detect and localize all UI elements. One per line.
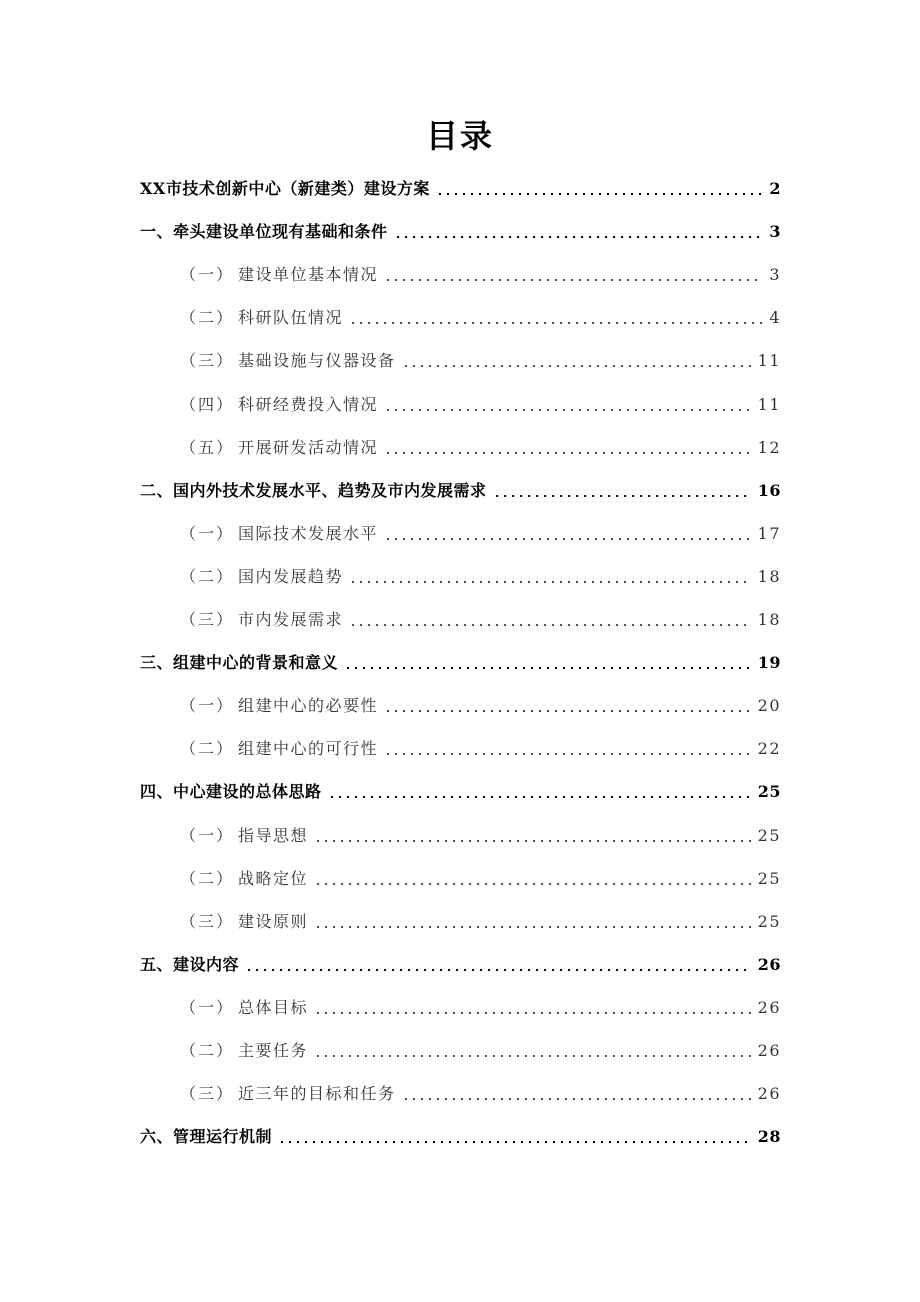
toc-entry-number: （二） [180, 1041, 235, 1060]
toc-dot-leader [314, 840, 752, 842]
toc-dot-leader [394, 236, 764, 238]
toc-entry-title: XX市技术创新中心（新建类）建设方案 [140, 179, 430, 198]
toc-dot-leader [349, 624, 752, 626]
toc-entry-section[interactable] [180, 860, 781, 890]
toc-entry-title: 指导思想 [238, 826, 309, 845]
toc-entry-number: （一） [180, 524, 235, 543]
toc-entry-section[interactable] [180, 386, 781, 416]
toc-page-number: 11 [757, 351, 781, 370]
toc-dot-leader [314, 1055, 752, 1057]
toc-entry-chapter[interactable] [140, 773, 781, 803]
toc-entry-title: 基础设施与仪器设备 [238, 351, 396, 370]
toc-entry-title: 四、中心建设的总体思路 [140, 782, 322, 801]
toc-entry-number: （二） [180, 308, 235, 327]
toc-entry-title: 国际技术发展水平 [238, 524, 379, 543]
toc-entry-number: （一） [180, 998, 235, 1017]
toc-entry-title: 科研经费投入情况 [238, 395, 379, 414]
toc-dot-leader [328, 796, 752, 798]
toc-entry-title: 建设原则 [238, 912, 309, 931]
toc-entry-section[interactable] [180, 601, 781, 631]
toc-dot-leader [493, 495, 752, 497]
toc-entry-number: （四） [180, 395, 235, 414]
toc-dot-leader [384, 279, 763, 281]
toc-entry-title: 主要任务 [238, 1041, 309, 1060]
toc-entry-section[interactable] [180, 1032, 781, 1062]
toc-entry-number: （一） [180, 826, 235, 845]
toc-dot-leader [436, 193, 764, 195]
toc-entry-title: 一、牵头建设单位现有基础和条件 [140, 222, 388, 241]
toc-entry-number: （三） [180, 912, 235, 931]
toc-entry-section[interactable] [180, 558, 781, 588]
toc-dot-leader [245, 969, 752, 971]
toc-entry-number: （一） [180, 265, 235, 284]
toc-page-number: 17 [757, 524, 781, 543]
toc-dot-leader [349, 322, 763, 324]
toc-entry-section[interactable] [180, 989, 781, 1019]
toc-entry-title: 三、组建中心的背景和意义 [140, 653, 339, 672]
toc-entry-title: 六、管理运行机制 [140, 1127, 273, 1146]
toc-entry-chapter[interactable] [140, 170, 781, 200]
toc-entry-title: 五、建设内容 [140, 955, 240, 974]
toc-entry-title: 科研队伍情况 [238, 308, 344, 327]
toc-page-number: 18 [757, 567, 781, 586]
toc-page-number: 11 [757, 395, 781, 414]
toc-entry-section[interactable] [180, 515, 781, 545]
toc-page-number: 25 [757, 869, 781, 888]
toc-page-number: 26 [757, 1041, 781, 1060]
toc-entry-number: （三） [180, 610, 235, 629]
toc-entry-section[interactable] [180, 903, 781, 933]
toc-dot-leader [349, 581, 752, 583]
page-title: 目录 [425, 117, 494, 155]
toc-entry-section[interactable] [180, 817, 781, 847]
toc-entry-chapter[interactable] [140, 213, 781, 243]
toc-page-number: 26 [757, 955, 781, 974]
toc-dot-leader [314, 1012, 752, 1014]
toc-page-number: 26 [757, 998, 781, 1017]
toc-dot-leader [384, 753, 752, 755]
toc-dot-leader [278, 1141, 752, 1143]
toc-dot-leader [344, 667, 752, 669]
toc-page-number: 12 [757, 438, 781, 457]
toc-page-number: 3 [769, 265, 781, 284]
toc-page-number: 18 [757, 610, 781, 629]
toc-page-number: 19 [757, 653, 781, 672]
toc-entry-chapter[interactable] [140, 472, 781, 502]
toc-page-number: 16 [757, 481, 781, 500]
toc-entry-title: 市内发展需求 [238, 610, 344, 629]
toc-entry-title: 组建中心的可行性 [238, 739, 379, 758]
toc-entry-number: （五） [180, 438, 235, 457]
toc-page-number: 4 [769, 308, 781, 327]
toc-dot-leader [384, 409, 752, 411]
toc-dot-leader [314, 883, 752, 885]
toc-entry-section[interactable] [180, 429, 781, 459]
toc-entry-section[interactable] [180, 299, 781, 329]
toc-entry-section[interactable] [180, 1075, 781, 1105]
toc-page-number: 25 [757, 782, 781, 801]
toc-entry-title: 二、国内外技术发展水平、趋势及市内发展需求 [140, 481, 487, 500]
toc-entry-section[interactable] [180, 342, 781, 372]
toc-entry-number: （二） [180, 567, 235, 586]
toc-dot-leader [384, 538, 752, 540]
toc-entry-title: 开展研发活动情况 [238, 438, 379, 457]
toc-entry-section[interactable] [180, 256, 781, 286]
toc-entry-number: （二） [180, 739, 235, 758]
toc-page-number: 26 [757, 1084, 781, 1103]
toc-entry-number: （三） [180, 351, 235, 370]
toc-entry-number: （二） [180, 869, 235, 888]
toc-dot-leader [384, 710, 752, 712]
toc-entry-number: （三） [180, 1084, 235, 1103]
toc-page-number: 22 [757, 739, 781, 758]
toc-dot-leader [384, 452, 752, 454]
toc-dot-leader [402, 365, 752, 367]
toc-entry-title: 总体目标 [238, 998, 309, 1017]
toc-dot-leader [314, 926, 752, 928]
toc-entry-title: 近三年的目标和任务 [238, 1084, 396, 1103]
toc-dot-leader [402, 1098, 752, 1100]
toc-page-number: 28 [757, 1127, 781, 1146]
toc-page-number: 20 [757, 696, 781, 715]
toc-entry-title: 组建中心的必要性 [238, 696, 379, 715]
toc-entry-title: 建设单位基本情况 [238, 265, 379, 284]
toc-entry-title: 国内发展趋势 [238, 567, 344, 586]
toc-entry-chapter[interactable] [140, 1118, 781, 1148]
toc-entry-chapter[interactable] [140, 644, 781, 674]
toc-page-number: 25 [757, 826, 781, 845]
toc-page-number: 25 [757, 912, 781, 931]
toc-entry-section[interactable] [180, 730, 781, 760]
toc-entry-title: 战略定位 [238, 869, 309, 888]
toc-entry-number: （一） [180, 696, 235, 715]
toc-page-number: 3 [769, 222, 781, 241]
toc-entry-chapter[interactable] [140, 946, 781, 976]
toc-entry-section[interactable] [180, 687, 781, 717]
toc-page-number: 2 [769, 179, 781, 198]
